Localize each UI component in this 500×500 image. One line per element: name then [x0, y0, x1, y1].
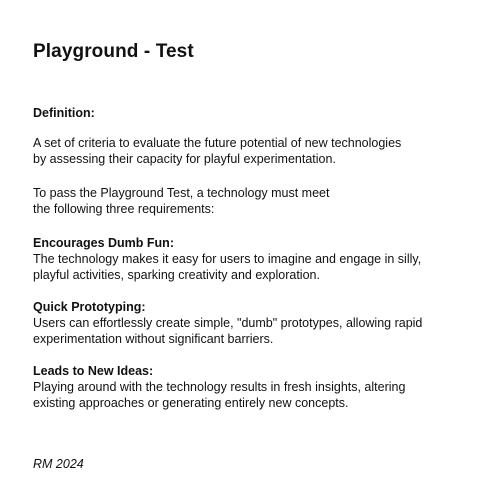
- footer-signature: RM 2024: [33, 457, 84, 471]
- definition-line: A set of criteria to evaluate the future potential of new technologies: [33, 136, 402, 150]
- definition-paragraph: [33, 135, 483, 167]
- requirement-quick-prototyping: [33, 299, 483, 347]
- intro-line: the following three requirements:: [33, 202, 215, 216]
- intro-line: To pass the Playground Test, a technology must meet: [33, 186, 330, 200]
- definition-heading: Definition:: [33, 106, 95, 120]
- requirement-line: Users can effortlessly create simple, "dumb" prototypes, allowing rapid: [33, 316, 423, 330]
- requirement-line: Playing around with the technology results in fresh insights, altering: [33, 380, 406, 394]
- requirement-line: existing approaches or generating entirely new concepts.: [33, 396, 349, 410]
- requirement-encourages-dumb-fun: [33, 235, 483, 283]
- requirement-heading: Leads to New Ideas:: [33, 364, 154, 378]
- requirement-leads-to-new-ideas: [33, 363, 483, 411]
- document-body: [33, 105, 483, 427]
- requirement-line: playful activities, sparking creativity and exploration.: [33, 268, 320, 282]
- requirement-heading: Encourages Dumb Fun:: [33, 236, 174, 250]
- definition-line: by assessing their capacity for playful experimentation.: [33, 152, 336, 166]
- requirement-heading: Quick Prototyping:: [33, 300, 146, 314]
- page-title: Playground - Test: [33, 41, 194, 62]
- intro-paragraph: [33, 185, 483, 217]
- requirement-line: experimentation without significant barriers.: [33, 332, 274, 346]
- requirement-line: The technology makes it easy for users to imagine and engage in silly,: [33, 252, 422, 266]
